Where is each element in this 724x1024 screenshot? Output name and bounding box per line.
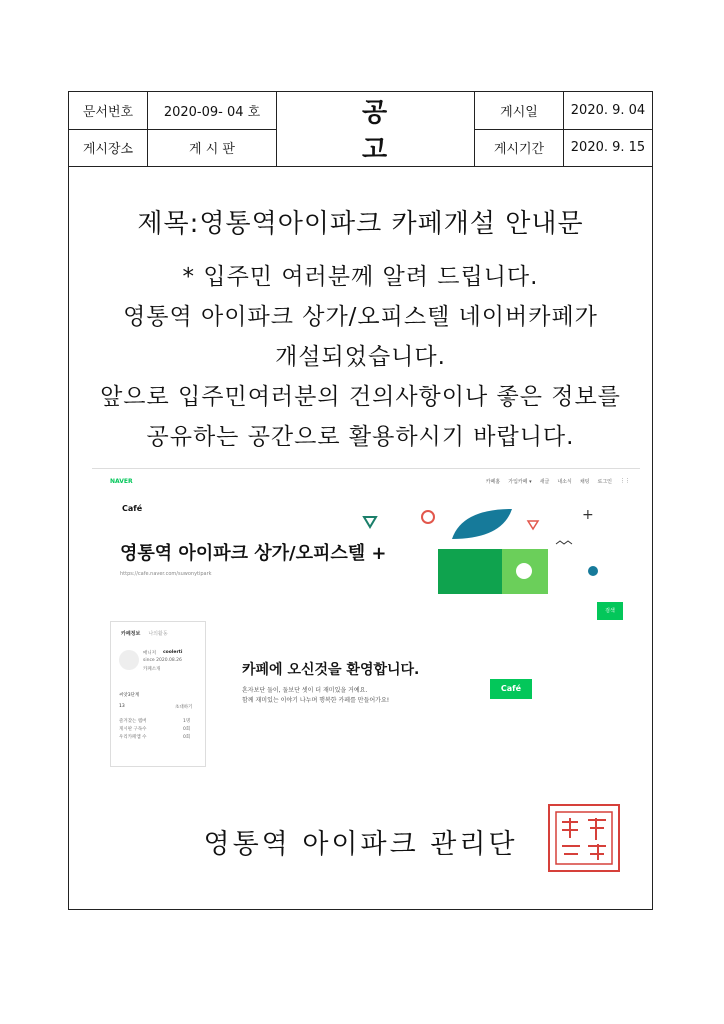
circle-icon-2 xyxy=(588,566,598,576)
cafe-intro-link[interactable]: 카페소개 xyxy=(143,667,161,672)
cafe-info-sidebar xyxy=(110,621,206,767)
sidebar-tabs xyxy=(121,630,168,637)
avatar xyxy=(119,650,139,670)
stat-app-count: 우리카페앱 수 xyxy=(119,735,147,740)
plus-icon: + xyxy=(582,507,594,523)
top-nav xyxy=(486,478,630,485)
nav-login[interactable]: 로그인 xyxy=(597,479,612,485)
nav-chat[interactable]: 채팅 xyxy=(579,479,590,485)
notice-subject: 제목:영통역아이파크 카페개설 안내문 xyxy=(137,209,584,239)
doc-no-label: 문서번호 xyxy=(69,92,148,130)
stat-app-count-value: 0회 xyxy=(183,735,191,740)
post-date-value: 2020. 9. 04 xyxy=(564,92,653,130)
notice-line-2: 영통역 아이파크 상가/오피스텔 네이버카페가 xyxy=(123,304,598,330)
notice-line-5: 공유하는 공간으로 활용하시기 바랍니다. xyxy=(146,424,575,450)
leaf-shape xyxy=(452,509,512,539)
stat-favorite-members-value: 1명 xyxy=(183,719,191,724)
member-count: 13 xyxy=(119,704,125,709)
naver-logo: NAVER xyxy=(110,478,133,485)
grid-menu-icon[interactable]: ⋮⋮ xyxy=(620,478,630,484)
level-badge: 씨앗3단계 xyxy=(119,693,140,698)
cafe-url[interactable]: https://cafe.naver.com/suwonytipark xyxy=(120,571,212,577)
notice-line-4: 앞으로 입주민여러분의 건의사항이나 좋은 정보를 xyxy=(100,384,621,410)
notice-header-table xyxy=(68,91,653,167)
period-value: 2020. 9. 15 xyxy=(564,129,653,167)
nav-my-news[interactable]: 내소식 xyxy=(557,479,572,485)
nav-new-posts[interactable]: 새글 xyxy=(539,479,550,485)
place-label: 게시장소 xyxy=(69,129,148,167)
invite-link[interactable]: 초대하기 xyxy=(175,705,193,710)
stat-board-subscribers: 게시판 구독수 xyxy=(119,727,147,732)
seal-pattern xyxy=(550,806,618,870)
manager-name[interactable]: coolerti xyxy=(163,650,183,655)
issuer-name: 영통역 아이파크 관리단 xyxy=(203,829,518,860)
triangle-icon xyxy=(364,517,376,527)
circle-icon xyxy=(422,511,434,523)
notice-line-1: * 입주민 여러분께 알려 드립니다. xyxy=(182,264,539,290)
nav-cafe-home[interactable]: 카페홈 xyxy=(485,479,501,485)
cafe-screenshot xyxy=(92,468,640,774)
welcome-title: 카페에 오신것을 환영합니다. xyxy=(242,662,420,678)
search-button[interactable]: 검색 xyxy=(597,602,623,620)
stat-board-subscribers-value: 0회 xyxy=(183,727,191,732)
manager-label: 매니저 xyxy=(143,651,157,656)
since-date: since 2020.08.26 xyxy=(143,658,182,663)
triangle-icon-2 xyxy=(528,521,538,529)
official-seal xyxy=(548,804,620,872)
nav-joined-cafes[interactable]: 가입카페 ▾ xyxy=(508,479,532,485)
cafe-flag: Café xyxy=(490,679,532,699)
doc-no-value: 2020-09- 04 호 xyxy=(148,92,277,130)
cafe-title[interactable]: 영통역 아이파크 상가/오피스텔 + xyxy=(120,543,387,564)
tab-my-activity[interactable]: 나의활동 xyxy=(148,631,168,637)
cafe-label: Café xyxy=(122,504,143,513)
place-value: 게 시 판 xyxy=(148,129,277,167)
wave-icon xyxy=(556,541,572,544)
stat-favorite-members: 즐겨찾는 멤버 xyxy=(119,719,147,724)
notice-line-3: 개설되었습니다. xyxy=(275,344,446,370)
welcome-line-2: 함께 재미있는 이야기 나누며 행복한 카페를 만들어가요! xyxy=(242,697,390,704)
dot-icon xyxy=(516,563,532,579)
tab-cafe-info[interactable]: 카페정보 xyxy=(121,631,141,637)
banner-illustration xyxy=(352,499,612,609)
period-label: 게시기간 xyxy=(475,129,564,167)
post-date-label: 게시일 xyxy=(475,92,564,130)
welcome-line-1: 혼자보단 둘이, 둘보단 셋이 더 재미있을 거예요. xyxy=(242,687,368,694)
notice-title: 공 고 xyxy=(277,92,475,167)
